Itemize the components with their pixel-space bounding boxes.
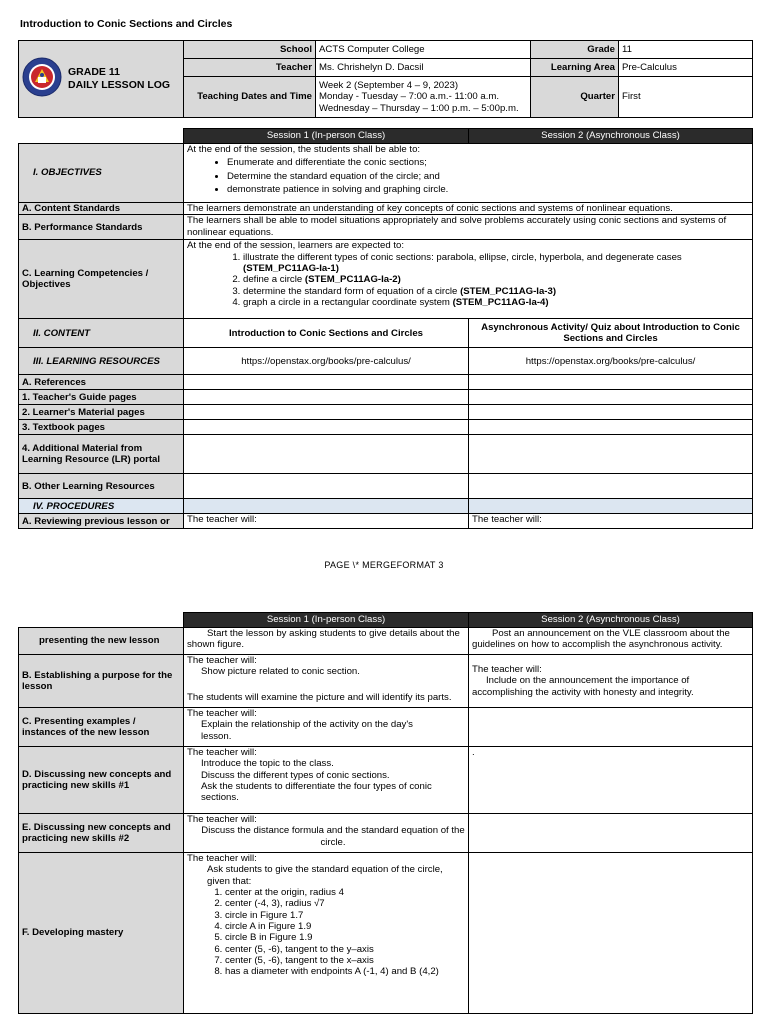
dates-line: Monday - Tuesday – 7:00 a.m.- 11:00 a.m. bbox=[319, 91, 500, 103]
discussing1-label: D. Discussing new concepts and practicing new skills #1 bbox=[19, 747, 184, 814]
presenting-label: presenting the new lesson bbox=[19, 628, 184, 655]
cell-line: Show picture related to conic section. bbox=[201, 666, 360, 678]
content-s2: Asynchronous Activity/ Quiz about Introduction to Conic Sections and Circles bbox=[469, 319, 753, 348]
competency-text: determine the standard form of equation of a circle bbox=[243, 285, 458, 297]
cell-line: Include on the announcement the importance of accomplishing the activity with honesty and integrity. bbox=[472, 675, 694, 698]
quarter-value: First bbox=[619, 77, 753, 118]
logo-cell bbox=[19, 41, 184, 118]
content-s1: Introduction to Conic Sections and Circles bbox=[184, 319, 469, 348]
discussing1-s1 bbox=[184, 747, 469, 814]
school-label: School bbox=[184, 41, 316, 59]
teacher-label: Teacher bbox=[184, 59, 316, 77]
cell-line: Ask students to give the standard equation of the circle, given that: bbox=[207, 864, 443, 887]
discussing1-s2: . bbox=[469, 747, 753, 814]
grade-value: 11 bbox=[619, 41, 753, 59]
competency-code: (STEM_PC11AG-Ia-4) bbox=[452, 296, 549, 308]
resources-s1: https://openstax.org/books/pre-calculus/ bbox=[184, 348, 469, 375]
dates-line: Wednesday – Thursday – 1:00 p.m. – 5:00p.m. bbox=[319, 102, 519, 114]
content-label: II. CONTENT bbox=[19, 319, 184, 348]
area-value: Pre-Calculus bbox=[619, 59, 753, 77]
establishing-s1 bbox=[184, 655, 469, 708]
cell-line: Explain the relationship of the activity on the day's lesson. bbox=[201, 719, 413, 742]
list-item: 1. center at the origin, radius 4 bbox=[225, 887, 465, 898]
list-item: 4. circle A in Figure 1.9 bbox=[225, 921, 465, 932]
cell-line: The teacher will: bbox=[187, 708, 257, 719]
cell-line: Ask the students to differentiate the four types of conic sections. bbox=[201, 780, 432, 804]
list-item: 5. circle B in Figure 1.9 bbox=[225, 932, 465, 943]
reference-item: 3. Textbook pages bbox=[19, 420, 184, 435]
cell-line: The teacher will: bbox=[187, 853, 257, 864]
content-standards-label: A. Content Standards bbox=[19, 203, 184, 215]
deped-seal-icon bbox=[22, 57, 62, 100]
log-title: DAILY LESSON LOG bbox=[68, 79, 171, 91]
procedures-label: IV. PROCEDURES bbox=[19, 499, 184, 514]
empty-cell bbox=[469, 420, 753, 435]
page-title: Introduction to Conic Sections and Circles bbox=[20, 18, 233, 30]
empty-cell bbox=[184, 405, 469, 420]
list-item: 2. center (-4, 3), radius √7 bbox=[225, 898, 465, 909]
school-value: ACTS Computer College bbox=[316, 41, 531, 59]
performance-standards-text: The learners shall be able to model situations appropriately and solve problems accurately using conic sections and systems of nonlinear equations. bbox=[184, 215, 753, 240]
cell-line: Introduce the topic to the class. bbox=[201, 758, 334, 770]
competency-code: (STEM_PC11AG-Ia-1) bbox=[243, 262, 339, 274]
page-footer: PAGE \* MERGEFORMAT 3 bbox=[324, 560, 444, 570]
blank-cell bbox=[19, 613, 184, 628]
competency-code: (STEM_PC11AG-Ia-2) bbox=[304, 274, 401, 286]
list-item bbox=[243, 297, 749, 308]
list-item: • Enumerate and differentiate the conic sections; bbox=[227, 157, 749, 168]
other-resources-label: B. Other Learning Resources bbox=[19, 474, 184, 499]
cell-line: Discuss the distance formula and the standard equation of the circle. bbox=[201, 825, 465, 848]
references-label: A. References bbox=[19, 375, 184, 390]
lesson-table-page1 bbox=[18, 128, 753, 529]
cell-line: The teacher will: bbox=[187, 814, 257, 825]
reviewing-s2: The teacher will: bbox=[469, 514, 753, 529]
empty-cell bbox=[469, 708, 753, 747]
session2-header: Session 2 (Asynchronous Class) bbox=[469, 613, 753, 628]
presenting-s2: Post an announcement on the VLE classroom about the guidelines on how to accomplish the asynchronous activity. bbox=[469, 628, 753, 655]
cell-line: The teacher will: bbox=[187, 747, 257, 758]
empty-cell bbox=[184, 474, 469, 499]
grade-label: Grade bbox=[531, 41, 619, 59]
discussing2-s1 bbox=[184, 814, 469, 853]
presenting-examples-s1 bbox=[184, 708, 469, 747]
empty-cell bbox=[184, 435, 469, 474]
competency-text: illustrate the different types of conic sections: parabola, ellipse, circle, hyperbola, and degenerate cases bbox=[243, 251, 682, 263]
empty-cell bbox=[184, 390, 469, 405]
reviewing-label: A. Reviewing previous lesson or bbox=[19, 514, 184, 529]
reference-item: 4. Additional Material from Learning Resource (LR) portal bbox=[19, 435, 184, 474]
reviewing-s1: The teacher will: bbox=[184, 514, 469, 529]
objectives-intro: At the end of the session, the students shall be able to: bbox=[187, 144, 421, 155]
session1-header: Session 1 (In-person Class) bbox=[184, 129, 469, 144]
reference-item: 1. Teacher's Guide pages bbox=[19, 390, 184, 405]
cell-line: The students will examine the picture and will identify its parts. bbox=[187, 691, 452, 703]
blank-cell bbox=[19, 129, 184, 144]
dates-value bbox=[316, 77, 531, 118]
empty-cell bbox=[469, 435, 753, 474]
lesson-table-page2 bbox=[18, 612, 753, 1014]
competencies-intro: At the end of the session, learners are expected to: bbox=[187, 240, 405, 252]
empty-cell bbox=[469, 405, 753, 420]
empty-cell bbox=[469, 814, 753, 853]
session1-header: Session 1 (In-person Class) bbox=[184, 613, 469, 628]
area-label: Learning Area bbox=[531, 59, 619, 77]
list-item: 3. circle in Figure 1.7 bbox=[225, 910, 465, 921]
list-item bbox=[243, 286, 749, 297]
dates-label: Teaching Dates and Time bbox=[184, 77, 316, 118]
list-item: • Determine the standard equation of the circle; and bbox=[227, 171, 749, 182]
competencies-label: C. Learning Competencies / Objectives bbox=[19, 240, 184, 319]
list-item bbox=[243, 252, 749, 275]
competency-text: graph a circle in a rectangular coordinate system bbox=[243, 296, 450, 308]
resources-label: III. LEARNING RESOURCES bbox=[19, 348, 184, 375]
header-table bbox=[18, 40, 753, 118]
empty-cell bbox=[184, 375, 469, 390]
empty-cell bbox=[469, 474, 753, 499]
list-item: 8. has a diameter with endpoints A (-1, 4) and B (4,2) bbox=[225, 966, 465, 977]
competency-code: (STEM_PC11AG-Ia-3) bbox=[460, 285, 557, 297]
list-item: • demonstrate patience in solving and graphing circle. bbox=[227, 184, 749, 195]
empty-cell bbox=[469, 853, 753, 1014]
cell-line: The teacher will: bbox=[472, 664, 542, 676]
quarter-label: Quarter bbox=[531, 77, 619, 118]
list-item: 7. center (5, -6), tangent to the x–axis bbox=[225, 955, 465, 966]
cell-line: The teacher will: bbox=[187, 655, 257, 666]
empty-cell bbox=[184, 420, 469, 435]
session2-header: Session 2 (Asynchronous Class) bbox=[469, 129, 753, 144]
dates-line: Week 2 (September 4 – 9, 2023) bbox=[319, 79, 459, 91]
competency-text: define a circle bbox=[243, 274, 303, 286]
establishing-label: B. Establishing a purpose for the lesson bbox=[19, 655, 184, 708]
list-item bbox=[243, 274, 749, 285]
content-standards-text: The learners demonstrate an understanding of key concepts of conic sections and systems of nonlinear equations. bbox=[184, 203, 753, 215]
discussing2-label: E. Discussing new concepts and practicing new skills #2 bbox=[19, 814, 184, 853]
competencies-cell bbox=[184, 240, 753, 319]
cell-line: Discuss the different types of conic sections. bbox=[201, 769, 390, 781]
reference-item: 2. Learner's Material pages bbox=[19, 405, 184, 420]
list-item: 6. center (5, -6), tangent to the y–axis bbox=[225, 944, 465, 955]
establishing-s2 bbox=[469, 655, 753, 708]
objectives-label: I. OBJECTIVES bbox=[19, 144, 184, 203]
objectives-cell bbox=[184, 144, 753, 203]
grade-title: GRADE 11 bbox=[68, 65, 120, 78]
empty-cell bbox=[469, 375, 753, 390]
performance-standards-label: B. Performance Standards bbox=[19, 215, 184, 240]
mastery-s1 bbox=[184, 853, 469, 1014]
empty-cell bbox=[469, 499, 753, 514]
resources-s2: https://openstax.org/books/pre-calculus/ bbox=[469, 348, 753, 375]
teacher-value: Ms. Chrishelyn D. Dacsil bbox=[316, 59, 531, 77]
empty-cell bbox=[184, 499, 469, 514]
mastery-label: F. Developing mastery bbox=[19, 853, 184, 1014]
presenting-s1: Start the lesson by asking students to give details about the shown figure. bbox=[184, 628, 469, 655]
empty-cell bbox=[469, 390, 753, 405]
presenting-examples-label: C. Presenting examples / instances of the new lesson bbox=[19, 708, 184, 747]
